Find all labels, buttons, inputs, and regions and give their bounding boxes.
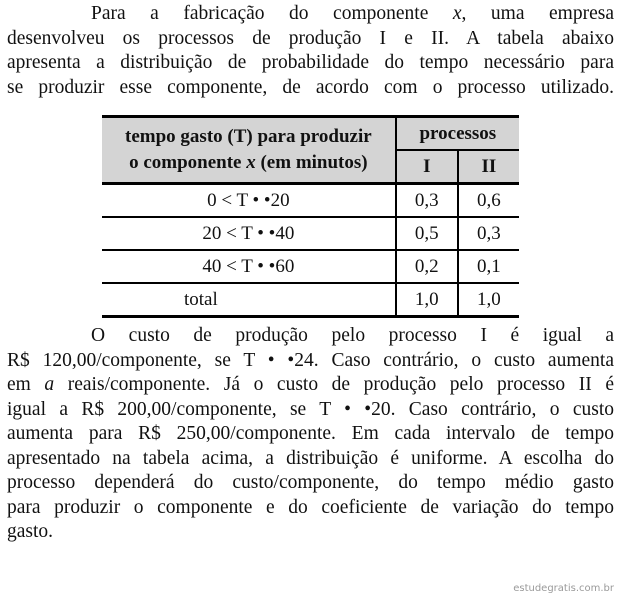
process-2-prob-cell: 0,3 [458,217,519,250]
intro-line-1: Para a fabricação do componente x, uma empresa [91,3,614,24]
time-range-cell: 40 < T • •60 [102,250,396,283]
total-label-cell: total [102,283,396,317]
cost-line-1: O custo de produção pelo processo I é igual a [91,325,614,346]
cost-line-7: processo dependerá do custo/componente, do tempo médio gasto [7,472,614,493]
process-1-total-cell: 1,0 [396,283,458,317]
cost-line-6: apresentado na tabela acima, a distribuição é uniforme. A escolha do [7,447,614,469]
intro-paragraph [7,2,614,100]
process-2-prob-cell: 0,1 [458,250,519,283]
table-row [102,250,519,283]
table-header-row [102,117,519,151]
cost-paragraph [7,324,614,545]
time-range-cell: 20 < T • •40 [102,217,396,250]
processes-header: processos [396,117,519,151]
intro-line-2: desenvolveu os processos de produção I e II. A tabela abaixo [7,27,614,49]
cost-line-5: aumenta para R$ 250,00/componente. Em cada intervalo de tempo [7,423,614,444]
cost-line-2: R$ 120,00/componente, se T • •24. Caso contrário, o custo aumenta [7,349,614,371]
process-1-prob-cell: 0,2 [396,250,458,283]
table-total-row [102,283,519,317]
time-column-header [102,117,396,184]
process-1-prob-cell: 0,5 [396,217,458,250]
intro-line-3: apresenta a distribuição de probabilidade do tempo necessário para [7,52,614,73]
cost-line-4: igual a R$ 200,00/componente, se T • •20. Caso contrário, o custo [7,398,614,420]
time-header-line-1: tempo gasto (T) para produzir [125,126,372,147]
process-1-header: I [396,150,458,184]
time-header-line-2: o componente x (em minutos) [129,152,368,173]
probability-table [102,115,519,318]
intro-line-4: se produzir esse componente, de acordo com o processo utilizado. [7,76,614,98]
table-row [102,217,519,250]
cost-line-8: para produzir o componente e do coeficiente de variação do tempo [7,496,614,518]
process-2-header: II [458,150,519,184]
cost-line-3: em a reais/componente. Já o custo de produção pelo processo II é [7,374,615,395]
time-range-cell: 0 < T • •20 [102,184,396,218]
process-2-prob-cell: 0,6 [458,184,519,218]
table-row [102,184,519,218]
site-watermark: estudegratis.com.br [513,583,614,594]
process-1-prob-cell: 0,3 [396,184,458,218]
cost-line-9: gasto. [7,521,54,542]
process-2-total-cell: 1,0 [458,283,519,317]
